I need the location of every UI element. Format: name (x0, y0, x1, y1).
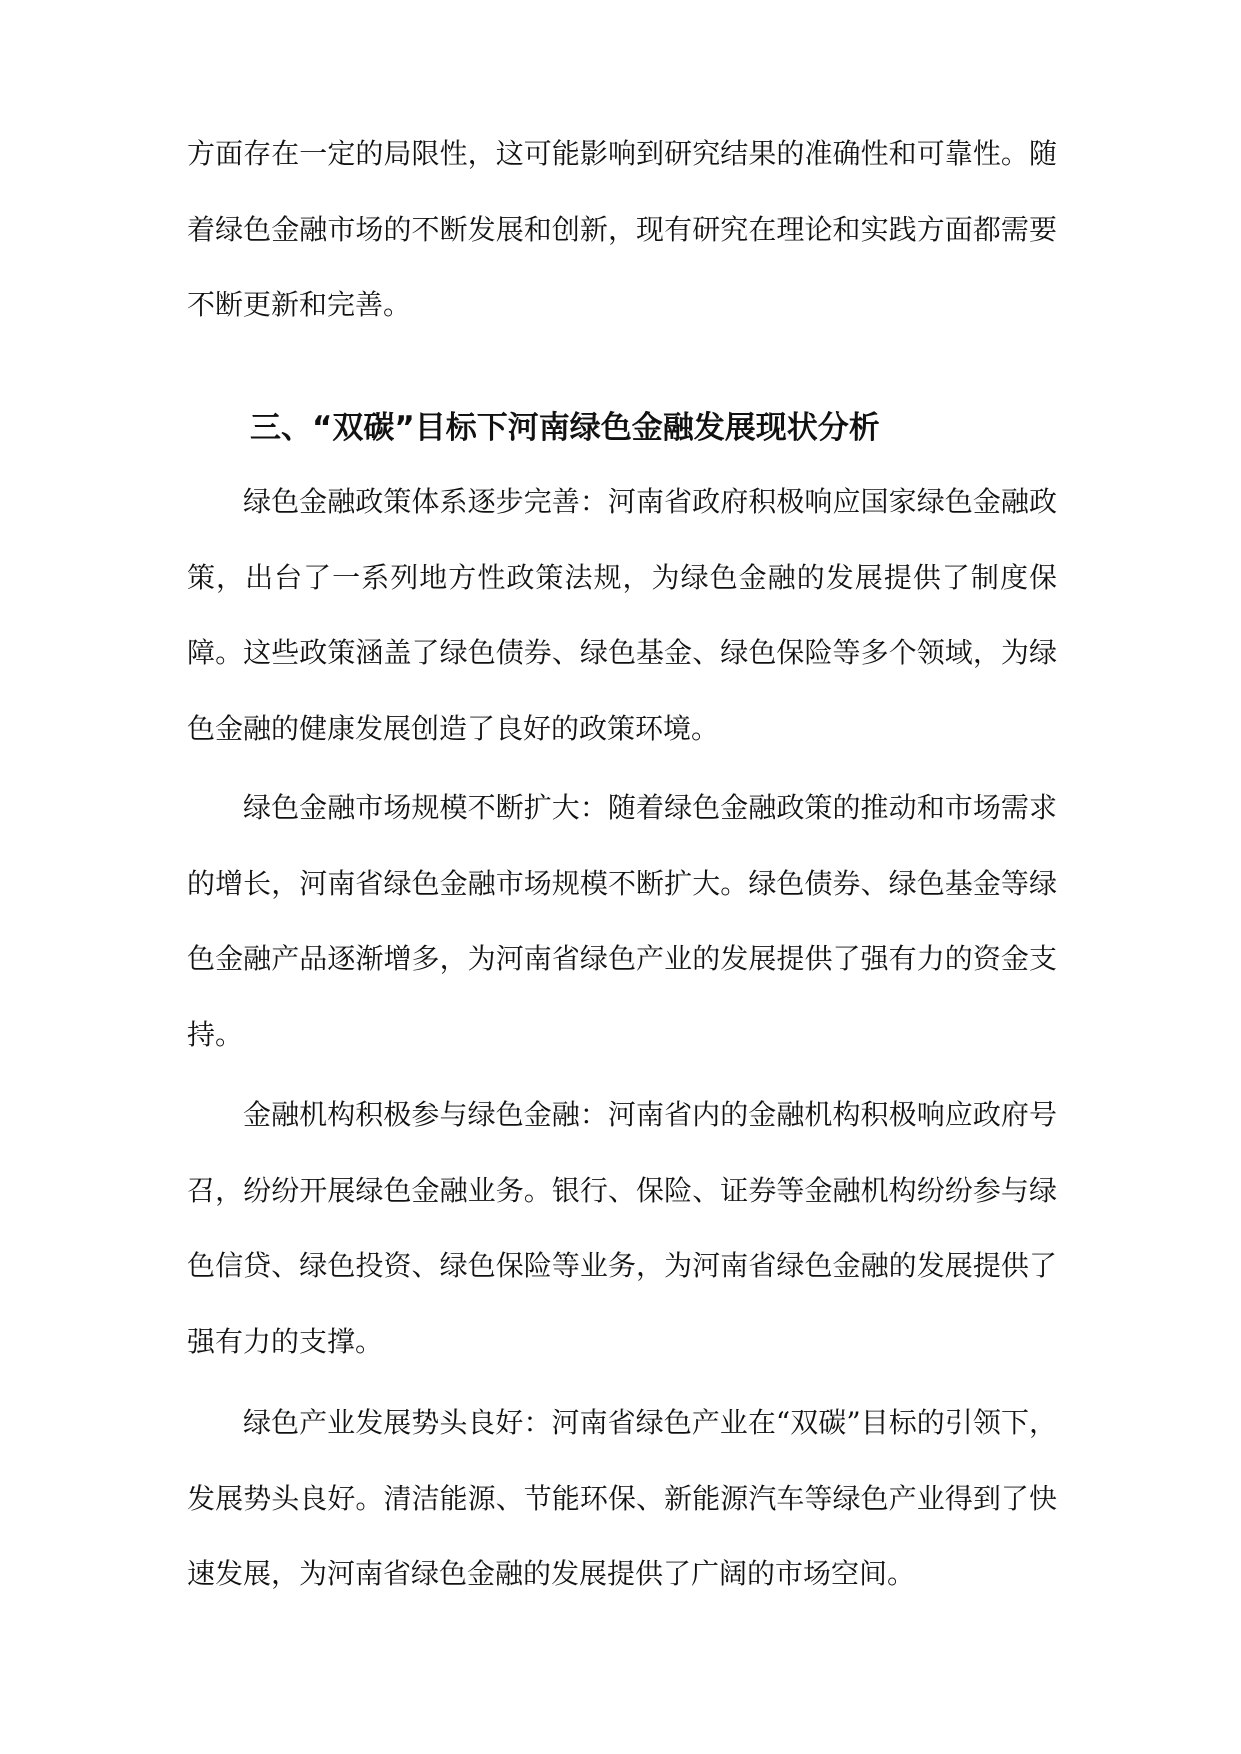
paragraph-policy-system: 绿色金融政策体系逐步完善：河南省政府积极响应国家绿色金融政策，出台了一系列地方性政策法规，为绿色金融的发展提供了制度保障。这些政策涵盖了绿色债券、绿色基金、绿色保险等多个领域，为绿色金融的健康发展创造了良好的政策环境。 (187, 485, 1057, 745)
intro-paragraph: 方面存在一定的局限性，这可能影响到研究结果的准确性和可靠性。随着绿色金融市场的不断发展和创新，现有研究在理论和实践方面都需要不断更新和完善。 (187, 137, 1057, 321)
paragraph-market-scale: 绿色金融市场规模不断扩大：随着绿色金融政策的推动和市场需求的增长，河南省绿色金融市场规模不断扩大。绿色债券、绿色基金等绿色金融产品逐渐增多，为河南省绿色产业的发展提供了强有力的资金支持。 (187, 791, 1057, 1051)
paragraph-green-industry: 绿色产业发展势头良好：河南省绿色产业在“双碳”目标的引领下，发展势头良好。清洁能源、节能环保、新能源汽车等绿色产业得到了快速发展，为河南省绿色金融的发展提供了广阔的市场空间。 (187, 1406, 1057, 1590)
paragraph-financial-institutions: 金融机构积极参与绿色金融：河南省内的金融机构积极响应政府号召，纷纷开展绿色金融业务。银行、保险、证券等金融机构纷纷参与绿色信贷、绿色投资、绿色保险等业务，为河南省绿色金融的发展提供了强有力的支撑。 (187, 1098, 1057, 1358)
section-heading: 三、“双碳”目标下河南绿色金融发展现状分析 (250, 410, 880, 446)
